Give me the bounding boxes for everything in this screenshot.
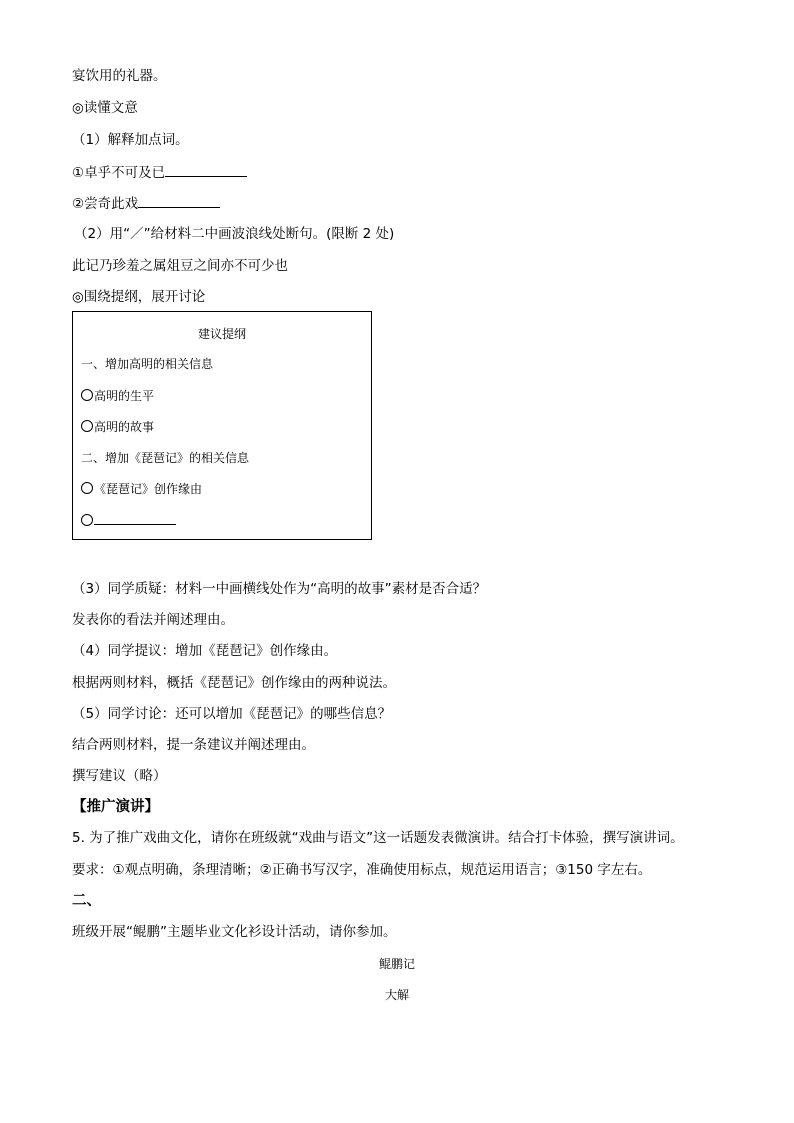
question-3-instruction: 发表你的看法并阐述理由。	[72, 612, 234, 628]
subitem-text: 《琵琶记》创作缘由	[94, 482, 203, 496]
item-text: ①卓乎不可及已	[72, 165, 166, 181]
answer-blank[interactable]	[165, 162, 247, 177]
activity-intro: 班级开展“鲲鹏”主题毕业文化衫设计活动，请你参加。	[72, 924, 397, 940]
outline-subitem	[81, 388, 154, 404]
answer-blank[interactable]	[138, 193, 220, 208]
section-label: ◎围绕提纲，展开讨论	[72, 289, 206, 305]
answer-blank[interactable]	[94, 512, 176, 525]
outline-item: 一、增加高明的相关信息	[81, 357, 214, 371]
question-5: （5）同学讨论：还可以增加《琵琶记》的哪些信息？	[72, 706, 392, 722]
caption-subtitle: 大解	[384, 988, 409, 1002]
subitem-text: 高明的生平	[94, 389, 155, 403]
question-4-instruction: 根据两则材料，概括《琵琶记》创作缘由的两种说法。	[72, 675, 396, 691]
section-heading: 【推广演讲】	[72, 799, 159, 815]
outline-title: 建议提纲	[197, 327, 246, 341]
question-3: （3）同学质疑：材料一中画横线处作为“高明的故事”素材是否合适？	[72, 581, 487, 597]
sentence-to-split: 此记乃珍羞之属俎豆之间亦不可少也	[72, 258, 288, 274]
question-1-item-a	[72, 162, 247, 183]
circle-icon	[81, 482, 93, 494]
circle-icon	[81, 389, 93, 401]
part-heading: 二、	[72, 893, 101, 909]
section-label: ◎读懂文意	[72, 100, 138, 116]
circle-icon	[81, 420, 93, 432]
outline-item: 二、增加《琵琶记》的相关信息	[81, 451, 250, 465]
question-1-item-b	[72, 193, 220, 214]
item-text: ②尝奇此戏	[72, 196, 139, 212]
outline-subitem	[81, 481, 202, 497]
outline-subitem	[81, 419, 154, 435]
question-5-instruction: 结合两则材料，提一条建议并阐述理由。	[72, 737, 315, 753]
circle-icon	[81, 514, 93, 526]
question-4: （4）同学提议：增加《琵琶记》创作缘由。	[72, 643, 338, 659]
requirements: 要求：①观点明确，条理清晰；②正确书写汉字，准确使用标点，规范运用语言；③150 字左右。	[72, 862, 652, 878]
outline-box	[72, 311, 372, 540]
question-5-note: 撰写建议（略）	[72, 768, 167, 784]
question-2: （2）用“／”给材料二中画波浪线处断句。(限断 2 处)	[74, 226, 395, 242]
subitem-text: 高明的故事	[94, 420, 155, 434]
question-5-prompt: 5. 为了推广戏曲文化，请你在班级就“戏曲与语文”这一话题发表微演讲。结合打卡体验，撰写演讲词。	[72, 830, 684, 846]
text-line: 宴饮用的礼器。	[72, 68, 167, 84]
outline-subitem	[81, 512, 176, 529]
caption-title: 鲲鹏记	[378, 957, 415, 971]
question-1: （1）解释加点词。	[72, 132, 189, 148]
